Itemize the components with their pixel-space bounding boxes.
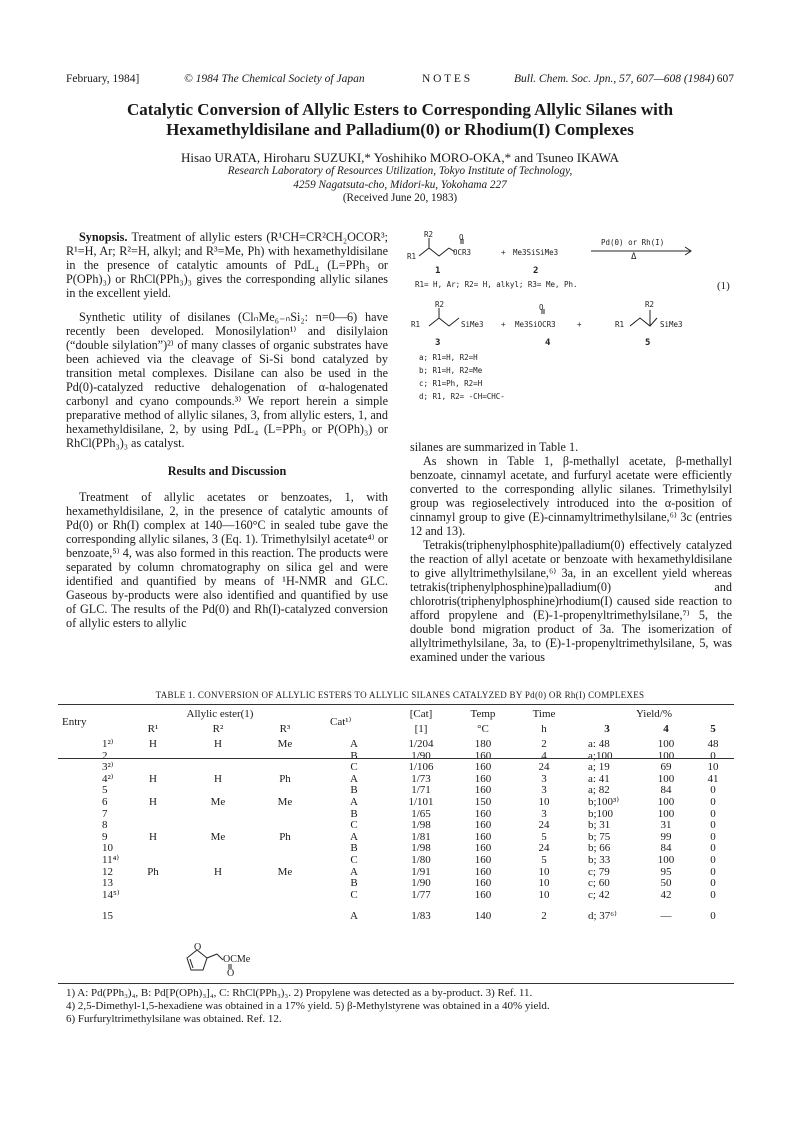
table-cell: 42 xyxy=(660,888,672,901)
table-cell: 11⁴⁾ xyxy=(102,853,120,866)
scheme-r1-product5: R1 xyxy=(615,320,625,329)
col-r2: R² xyxy=(212,723,224,735)
table-cell: 1/83 xyxy=(411,909,431,922)
scheme-catalyst: Pd(0) or Rh(I) xyxy=(601,238,665,247)
table-cell xyxy=(184,901,252,931)
table-cell: 2 xyxy=(102,749,108,762)
col-r1: R¹ xyxy=(147,723,159,735)
table-cell: Me xyxy=(210,830,226,843)
table-cell: 1/90 xyxy=(411,749,431,762)
table-cell: 1/204 xyxy=(408,738,434,750)
table-cell: 100 xyxy=(657,749,675,762)
table-cell: 0 xyxy=(710,865,716,878)
table-cell: Me xyxy=(210,795,226,808)
left-column xyxy=(66,230,388,630)
synopsis-label: Synopsis. xyxy=(79,230,128,244)
table-cell: 3²⁾ xyxy=(102,761,114,774)
table-cell xyxy=(252,843,318,855)
header-section: N O T E S xyxy=(422,73,471,85)
table-cell xyxy=(122,901,184,931)
table-cell: 12 xyxy=(102,865,113,878)
table-cell: c; 60 xyxy=(588,877,610,890)
table-cell: 31 xyxy=(660,819,672,832)
table-cell: b; 75 xyxy=(588,830,611,843)
table-cell: 0 xyxy=(710,784,716,797)
table-cell: 1/106 xyxy=(408,761,434,774)
table-cell: H xyxy=(149,738,157,750)
table-cell: 2 xyxy=(541,738,547,750)
affiliation xyxy=(80,165,720,206)
table-header-rule xyxy=(58,758,734,759)
table-cell: 50 xyxy=(660,877,672,890)
table-cell: 160 xyxy=(474,819,492,832)
intro-paragraph: Synthetic utility of disilanes (ClₙMe₆₋ₙSi₂: n=0—6) have recently been developed. Monosilylation¹⁾ and disilylaion (“double silylation”)²⁾ of many classes of organic substrates have been achieved via the cleavage of Si-Si bond catalyzed by transition metal complexes. Disilane can also be used in the Pd(0)-catalyzed reductive dehalogenation of α-halogenated carbonyl and cyano compounds.³⁾ We report herein a simple preparative method of allylic silanes, 3, from allylic esters, 1, and hexamethyldisilane, 2, by using PdL₄ (L=PPh₃ or P(OPh)₃) or RhCl(PPh₃)₃ as catalyst. xyxy=(66,310,388,450)
compound-4-label: 4 xyxy=(545,338,551,348)
scheme-silyl-ester: Me3SiOCR3 xyxy=(515,320,556,329)
header-page-number: 607 xyxy=(716,73,734,85)
col-r3: R³ xyxy=(279,723,291,735)
table-cell: 6 xyxy=(102,795,108,808)
table-cell: 1/98 xyxy=(411,842,431,855)
scheme-bonds xyxy=(405,230,740,435)
affiliation-lab: Research Laboratory of Resources Utilization, Tokyo Institute of Technology, xyxy=(227,165,573,177)
table-cell: 1/71 xyxy=(411,784,431,797)
table-cell: Me xyxy=(277,738,293,750)
synopsis-text: Treatment of allylic esters (R¹CH=CR²CH₂OCOR³; R¹=H, Ar; R²=H, alkyl; and R³=Me, Ph) with hexamethyldisilane in the presence of catalytic amounts of PdL₄ (L=PPh₃ or P(OPh)₃) or RhCl(PPh₃)₃ gives the corresponding allylic silanes in the excellent yield. xyxy=(66,230,388,300)
table-row xyxy=(58,809,734,821)
table-cell: b;100³⁾ xyxy=(588,795,620,808)
col-time-unit: h xyxy=(541,723,547,735)
table-cell: 3 xyxy=(541,784,547,797)
acetate-carbonyl-o: O xyxy=(227,968,235,979)
table-cell: b; 66 xyxy=(588,842,611,855)
header-date: February, 1984] xyxy=(66,73,140,85)
table-cell: 0 xyxy=(710,909,716,922)
table-cell xyxy=(184,843,252,855)
furan-oxygen: O xyxy=(194,942,202,953)
results-table xyxy=(58,707,734,931)
table-cell: 24 xyxy=(538,761,550,774)
table-caption: TABLE 1. CONVERSION OF ALLYLIC ESTERS TO ALLYLIC SILANES CATALYZED BY Pd(0) OR Rh(I) COMPLEXES xyxy=(155,690,645,700)
table-cell: C xyxy=(350,761,358,774)
table-cell: 160 xyxy=(474,865,492,878)
table-cell: 1/98 xyxy=(411,819,431,832)
table-cell: 100 xyxy=(657,795,675,808)
table-cell: 100 xyxy=(657,772,675,785)
table-cell: c; 79 xyxy=(588,865,610,878)
col-yield-4: 4 xyxy=(663,723,669,735)
right-paragraph-2: As shown in Table 1, β-methallyl acetate, β-methallyl benzoate, cinnamyl acetate, and furfuryl acetate were efficiently converted to the corresponding allylic silanes. Trimethylsilyl group was regioselectively introduced into the α-position of cinnamyl group to give (E)-cinnamyltrimethylsilane,⁶⁾ 3c (entries 12 and 13). xyxy=(410,454,732,538)
table-row xyxy=(58,762,734,774)
compound-3-label: 3 xyxy=(435,338,441,348)
table-cell: 0 xyxy=(710,842,716,855)
compound-5-label: 5 xyxy=(645,338,651,348)
table-cell: 4 xyxy=(541,749,547,762)
table-cell: A xyxy=(350,830,358,843)
scheme-carbonyl-o: O xyxy=(459,233,464,242)
table-cell: 3 xyxy=(541,807,547,820)
table-cell: a: 48 xyxy=(588,738,610,750)
table-row xyxy=(58,797,734,809)
table-cell: 5 xyxy=(541,830,547,843)
table-cell: 160 xyxy=(474,842,492,855)
table-cell xyxy=(122,820,184,832)
table-cell: H xyxy=(214,772,222,785)
table-cell: B xyxy=(350,807,358,820)
table-row xyxy=(58,855,734,867)
header-citation: Bull. Chem. Soc. Jpn., 57, 607—608 (1984) xyxy=(514,73,715,85)
table-cell: — xyxy=(660,909,672,922)
table-cell xyxy=(122,878,184,890)
table-cell: 41 xyxy=(707,772,719,785)
table-cell xyxy=(184,878,252,890)
table-cell xyxy=(252,820,318,832)
table-cell: Ph xyxy=(279,830,291,843)
table-cell: B xyxy=(350,749,358,762)
table-cell: 0 xyxy=(710,749,716,762)
table-cell: 24 xyxy=(538,819,550,832)
table-header-row-2 xyxy=(58,722,734,737)
table-row xyxy=(58,785,734,797)
table-cell: a: 41 xyxy=(588,772,610,785)
table-cell xyxy=(184,890,252,902)
table-cell: 84 xyxy=(660,842,672,855)
table-cell: 160 xyxy=(474,749,492,762)
table-cell: 2 xyxy=(541,909,547,922)
scheme-r2-top: R2 xyxy=(424,230,434,239)
table-cell: 160 xyxy=(474,830,492,843)
table-cell: 100 xyxy=(657,853,675,866)
scheme-carbonyl-o2: O xyxy=(539,303,544,312)
table-row xyxy=(58,890,734,902)
right-column xyxy=(410,440,732,664)
table-cell: 150 xyxy=(474,795,492,808)
table-cell: 5 xyxy=(102,784,108,797)
table-cell: 14⁵⁾ xyxy=(102,888,120,901)
table-cell: 1/65 xyxy=(411,807,431,820)
scheme-r1-product3: R1 xyxy=(411,320,421,329)
col-time: Time xyxy=(532,708,556,720)
table-cell: H xyxy=(149,772,157,785)
compound-1-label: 1 xyxy=(435,266,441,276)
table-cell xyxy=(122,751,184,763)
table-cell xyxy=(252,809,318,821)
table-cell: 3 xyxy=(541,772,547,785)
table-header-row-1 xyxy=(58,707,734,722)
table-cell: 9 xyxy=(102,830,108,843)
table-row xyxy=(58,737,734,751)
footnote-line: 4) 2,5-Dimethyl-1,5-hexadiene was obtained in a 17% yield. 5) β-Methylstyrene was obtained in a 40% yield. xyxy=(66,1000,550,1012)
table-cell: 48 xyxy=(707,738,719,750)
table-top-rule xyxy=(58,704,734,705)
table-cell: 180 xyxy=(474,738,492,750)
results-paragraph: Treatment of allylic acetates or benzoates, 1, with hexamethyldisilane, 2, in the presence of catalytic amounts of Pd(0) or Rh(I) complex at 140—160°C in sealed tube gave the corresponding allylic silanes, 3 (Eq. 1). Trimethylsilyl acetate⁴⁾ or benzoate,⁵⁾ 4, was also formed in this reaction. The products were separated by column chromatography on silica gel and were identified and quantified by means of ¹H-NMR and GLC. Gaseous by-products were also identified and quantified by use of GLC. The results of the Pd(0) and Rh(I)-catalyzed conversion of allylic esters to allylic xyxy=(66,490,388,630)
table-cell: 1/81 xyxy=(411,830,431,843)
table-row xyxy=(58,820,734,832)
table-cell: 0 xyxy=(710,807,716,820)
table-cell: 0 xyxy=(710,795,716,808)
table-cell: 0 xyxy=(710,830,716,843)
scheme-plus-1: + xyxy=(501,248,506,257)
table-cell: c; 42 xyxy=(588,888,610,901)
compound-2-label: 2 xyxy=(533,266,539,276)
table-cell: H xyxy=(214,865,222,878)
table-row xyxy=(58,774,734,786)
table-cell: Me xyxy=(277,795,293,808)
table-cell: A xyxy=(350,738,358,750)
table-cell: C xyxy=(350,888,358,901)
col-yield-5: 5 xyxy=(710,723,716,735)
table-cell: 99 xyxy=(660,830,672,843)
results-heading: Results and Discussion xyxy=(167,464,287,478)
table-bottom-rule xyxy=(58,983,734,984)
table-cell: A xyxy=(350,772,358,785)
scheme-heat: Δ xyxy=(631,252,637,262)
scheme-key-c: c; R1=Ph, R2=H xyxy=(419,379,483,388)
table-row xyxy=(58,901,734,931)
table-cell: 15 xyxy=(102,909,113,922)
table-cell: 1/73 xyxy=(411,772,431,785)
table-cell: 1/77 xyxy=(411,888,431,901)
table-row xyxy=(58,843,734,855)
scheme-key-d: d; R1, R2= -CH=CHC- xyxy=(419,392,505,401)
scheme-sime3-product5: SiMe3 xyxy=(660,320,683,329)
table-cell xyxy=(122,890,184,902)
affiliation-address: 4259 Nagatsuta-cho, Midori-ku, Yokohama 227 xyxy=(293,178,507,191)
table-cell xyxy=(252,901,318,931)
table-cell: b;100 xyxy=(588,807,614,820)
table-cell: 160 xyxy=(474,784,492,797)
col-cat-ratio: [Cat] xyxy=(409,708,433,720)
scheme-key-b: b; R1=H, R2=Me xyxy=(419,366,483,375)
scheme-r1-ester: R1 xyxy=(407,252,417,261)
table-body xyxy=(58,737,734,931)
table-cell: 160 xyxy=(474,807,492,820)
table-cell: a; 19 xyxy=(588,761,610,774)
table-row xyxy=(58,832,734,844)
table-cell: a;100 xyxy=(588,749,613,762)
table-cell xyxy=(252,878,318,890)
table-cell: C xyxy=(350,853,358,866)
scheme-ester-group: OCR3 xyxy=(453,248,472,257)
table-cell: 1/90 xyxy=(411,877,431,890)
table-row xyxy=(58,867,734,879)
col-allylic-ester: Allylic ester(1) xyxy=(186,708,254,720)
scheme-plus-3: + xyxy=(577,320,582,329)
scheme-disilane: Me3SiSiMe3 xyxy=(513,248,559,257)
scheme-r2-product5: R2 xyxy=(645,300,655,309)
table-cell: Ph xyxy=(279,772,291,785)
table-cell xyxy=(252,890,318,902)
table-cell xyxy=(252,855,318,867)
table-cell: A xyxy=(350,795,358,808)
table-cell: B xyxy=(350,877,358,890)
table-cell: C xyxy=(350,819,358,832)
col-yield-3: 3 xyxy=(604,723,610,735)
table-cell xyxy=(122,855,184,867)
footnote-line: 1) A: Pd(PPh₃)₄, B: Pd[P(OPh)₃]₄, C: RhCl(PPh₃)₃. 2) Propylene was detected as a by-product. 3) Ref. 11. xyxy=(66,987,533,999)
table-cell: H xyxy=(149,830,157,843)
table-cell: 7 xyxy=(102,807,108,820)
table-cell xyxy=(122,809,184,821)
table-cell: A xyxy=(350,865,358,878)
table-cell: 140 xyxy=(474,909,492,922)
table-cell: 100 xyxy=(657,738,675,750)
table-cell: 10 xyxy=(707,761,719,774)
scheme-r2-product3: R2 xyxy=(435,300,445,309)
table-cell: 13 xyxy=(102,877,113,890)
acetate-group: OCMe xyxy=(223,954,251,965)
col-catalyst: Cat¹⁾ xyxy=(330,715,352,728)
table-cell xyxy=(184,809,252,821)
table-cell: Ph xyxy=(147,865,159,878)
scheme-plus-2: + xyxy=(501,320,506,329)
table-cell: 0 xyxy=(710,853,716,866)
table-cell: 10 xyxy=(538,795,550,808)
synopsis xyxy=(66,230,388,300)
table-cell: H xyxy=(149,795,157,808)
table-cell: 10 xyxy=(538,888,550,901)
right-paragraph-3: Tetrakis(triphenylphosphite)palladium(0) effectively catalyzed the reaction of allyl acetate or benzoate with hexamethyldisilane to give allyltrimethylsilane,⁶⁾ 3a, in an excellent yield whereas tetrakis(triphenylphosphine)palladium(0) and chlorotris(triphenylphosphine)rhodium(I) caused side reaction to afford propylene and (E)-1-propenyltrimethylsilane,⁷⁾ 5, the double bond migration product of 3a. The isomerization of allyltrimethylsilane, 3a, to (E)-1-propenyltrimethylsilane, 5, was examined under the various xyxy=(410,538,732,664)
table-cell: b; 31 xyxy=(588,819,611,832)
table-cell: d; 37⁶⁾ xyxy=(588,909,617,922)
col-yield: Yield/% xyxy=(635,708,673,720)
table-cell: 160 xyxy=(474,888,492,901)
table-cell: 0 xyxy=(710,819,716,832)
furfuryl-acetate-structure xyxy=(183,944,273,978)
table-cell xyxy=(252,751,318,763)
table-cell: 100 xyxy=(657,807,675,820)
received-date: (Received June 20, 1983) xyxy=(342,192,458,204)
author-list: Hisao URATA, Hiroharu SUZUKI,* Yoshihiko MORO-OKA,* and Tsuneo IKAWA xyxy=(180,150,620,165)
table-cell: B xyxy=(350,784,358,797)
col-cat-ratio-denominator: [1] xyxy=(414,723,428,735)
table-cell xyxy=(184,820,252,832)
header-copyright: © 1984 The Chemical Society of Japan xyxy=(184,73,365,85)
table-cell: 10 xyxy=(538,877,550,890)
table-cell: 1²⁾ xyxy=(102,738,114,750)
table-cell: 160 xyxy=(474,853,492,866)
table-cell: 1/101 xyxy=(408,795,434,808)
table-row xyxy=(58,878,734,890)
reaction-scheme xyxy=(405,230,740,435)
table-cell: b; 33 xyxy=(588,853,611,866)
table-cell: H xyxy=(214,738,222,750)
table-cell: 5 xyxy=(541,853,547,866)
col-temp-unit: °C xyxy=(477,723,489,735)
table-cell: 4²⁾ xyxy=(102,772,114,785)
scheme-sime3-product3: SiMe3 xyxy=(461,320,484,329)
table-cell: 160 xyxy=(474,772,492,785)
table-cell: 24 xyxy=(538,842,550,855)
table-cell: 160 xyxy=(474,877,492,890)
table-cell: a; 82 xyxy=(588,784,610,797)
table-cell: 95 xyxy=(660,865,672,878)
table-cell xyxy=(184,855,252,867)
equation-number: (1) xyxy=(717,280,730,292)
table-cell: 0 xyxy=(710,877,716,890)
table-row xyxy=(58,751,734,763)
table-cell: 84 xyxy=(660,784,672,797)
table-cell: 69 xyxy=(660,761,672,774)
table-cell: 10 xyxy=(102,842,113,855)
scheme-conditions: R1= H, Ar; R2= H, alkyl; R3= Me, Ph. xyxy=(415,280,578,289)
table-cell: 1/80 xyxy=(411,853,431,866)
article-title: Catalytic Conversion of Allylic Esters to Corresponding Allylic Silanes with Hexamethyldisilane and Palladium(0) or Rhodium(I) Complexes xyxy=(126,100,674,139)
table-cell: A xyxy=(350,909,358,922)
table-cell xyxy=(122,843,184,855)
table-cell: 10 xyxy=(538,865,550,878)
table-cell: 1/91 xyxy=(411,865,431,878)
scheme-key-a: a; R1=H, R2=H xyxy=(419,353,478,362)
table-cell: 8 xyxy=(102,819,108,832)
table-footnotes xyxy=(66,987,738,1026)
col-temp: Temp xyxy=(470,708,496,720)
right-paragraph-1: silanes are summarized in Table 1. xyxy=(410,440,579,454)
table-cell: B xyxy=(350,842,358,855)
footnote-line: 6) Furfuryltrimethylsilane was obtained. Ref. 12. xyxy=(66,1013,282,1025)
running-header xyxy=(66,73,734,89)
table-cell: 160 xyxy=(474,761,492,774)
table-cell: Me xyxy=(277,865,293,878)
col-entry: Entry xyxy=(62,715,87,728)
table-cell: 0 xyxy=(710,888,716,901)
table-cell xyxy=(184,751,252,763)
